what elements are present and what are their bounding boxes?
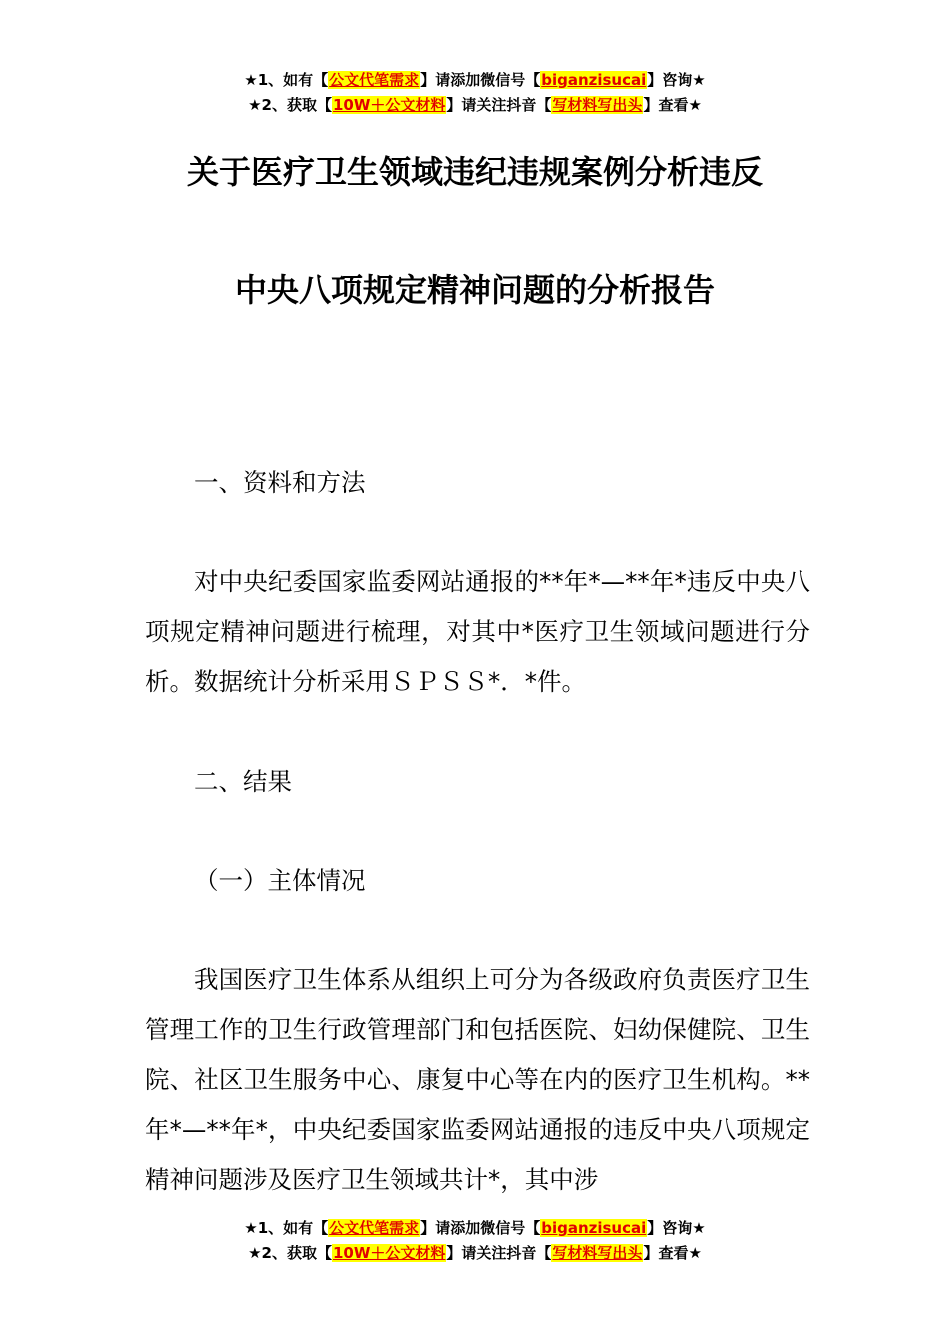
- promo-line-1: [0, 1216, 950, 1241]
- promo-text: ★1、如有【: [244, 1219, 329, 1237]
- promo-line-2: [0, 93, 950, 118]
- wechat-id-highlight: biganzisucai: [541, 71, 647, 89]
- document-title-line-1: 关于医疗卫生领域违纪违规案例分析违反: [186, 153, 763, 191]
- promo-highlight: 公文代笔需求: [329, 71, 420, 89]
- promo-text: 】请添加微信号【: [420, 1219, 541, 1237]
- promo-text: ★1、如有【: [244, 71, 329, 89]
- wechat-id-highlight: biganzisucai: [541, 1219, 647, 1237]
- promo-line-2: [0, 1241, 950, 1266]
- promo-banner-bottom: [0, 1216, 950, 1266]
- subsection-heading-subjects: （一）主体情况: [194, 866, 366, 895]
- douyin-highlight: 写材料写出头: [552, 1244, 643, 1262]
- douyin-highlight: 写材料写出头: [552, 96, 643, 114]
- promo-text: 】咨询★: [647, 71, 706, 89]
- promo-line-1: [0, 68, 950, 93]
- section-heading-materials-methods: 一、资料和方法: [194, 468, 366, 497]
- promo-text: 】查看★: [643, 1244, 702, 1262]
- promo-text: 】咨询★: [647, 1219, 706, 1237]
- promo-highlight: 10W＋公文材料: [332, 96, 446, 114]
- promo-highlight: 公文代笔需求: [329, 1219, 420, 1237]
- document-title-line-2: 中央八项规定精神问题的分析报告: [234, 271, 715, 309]
- promo-text: 】查看★: [643, 96, 702, 114]
- promo-text: ★2、获取【: [248, 96, 332, 114]
- promo-text: ★2、获取【: [248, 1244, 332, 1262]
- promo-text: 】请添加微信号【: [420, 71, 541, 89]
- promo-text: 】请关注抖音【: [446, 96, 552, 114]
- promo-text: 】请关注抖音【: [446, 1244, 552, 1262]
- paragraph-subjects: 我国医疗卫生体系从组织上可分为各级政府负责医疗卫生管理工作的卫生行政管理部门和包括医院、妇幼保健院、卫生院、社区卫生服务中心、康复中心等在内的医疗卫生机构。**年*—**年*，中央纪委国家监委网站通报的违反中央八项规定精神问题涉及医疗卫生领域共计*，其中涉: [145, 965, 810, 1194]
- section-heading-results: 二、结果: [194, 767, 292, 796]
- promo-banner-top: [0, 68, 950, 118]
- promo-highlight: 10W＋公文材料: [332, 1244, 446, 1262]
- paragraph-methods: 对中央纪委国家监委网站通报的**年*—**年*违反中央八项规定精神问题进行梳理，对其中*医疗卫生领域问题进行分析。数据统计分析采用ＳＰＳＳ*．*件。: [145, 567, 810, 696]
